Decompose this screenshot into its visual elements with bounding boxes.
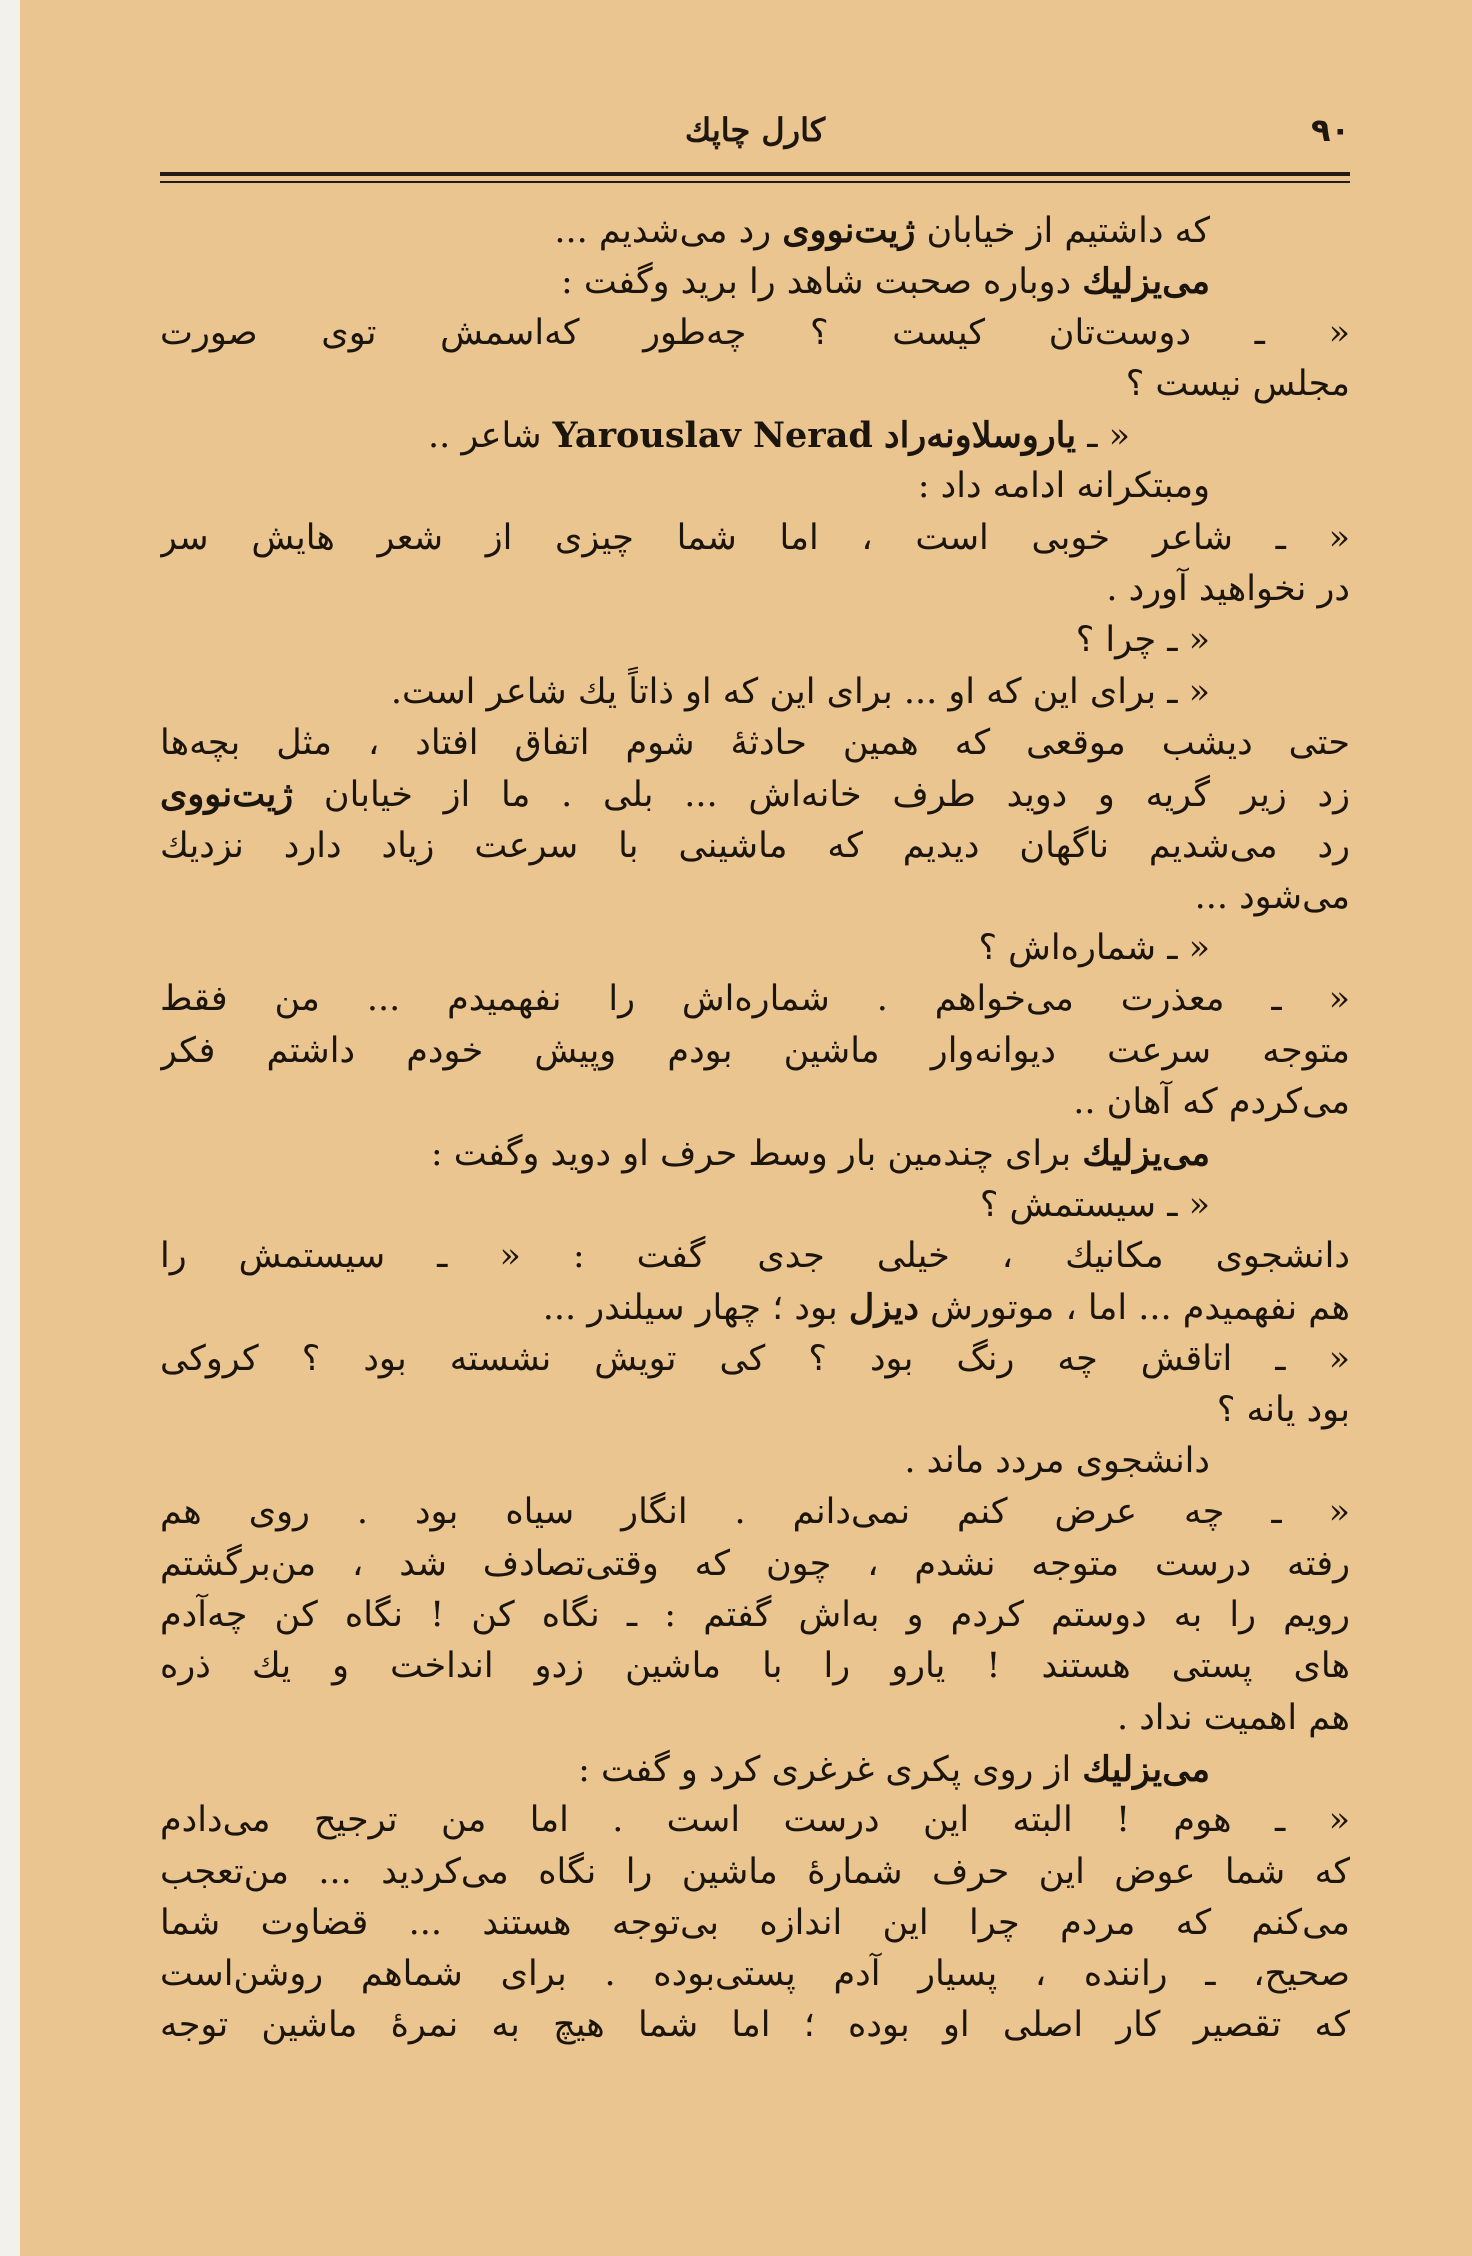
- text-segment: دانشجوی مردد ماند .: [904, 1441, 1210, 1482]
- text-line: [160, 2000, 1350, 2051]
- text-segment: در نخواهید آورد .: [1106, 569, 1350, 610]
- bold-name: ژیت‌نووی: [782, 210, 916, 251]
- text-line: [160, 1334, 1350, 1385]
- text-line: [160, 1539, 1350, 1590]
- text-line: [160, 1077, 1350, 1128]
- text-segment: « ـ چه عرض کنم نمی‌دانم . انگار سیاه بود . روی هم: [160, 1492, 1350, 1533]
- text-segment: شاعر ..: [427, 416, 553, 457]
- text-line: [160, 1641, 1350, 1692]
- text-segment: « ـ معذرت می‌خواهم . شماره‌اش را نفهمیدم ... من فقط: [160, 979, 1350, 1020]
- text-line: [160, 1231, 1350, 1282]
- text-segment: بود یانه ؟: [1216, 1389, 1350, 1430]
- text-line: [160, 1180, 1350, 1231]
- text-segment: که تقصیر کار اصلی او بوده ؛ اما شما هیچ به نمرهٔ ماشین توجه: [160, 2005, 1350, 2046]
- text-segment: متوجه سرعت دیوانه‌وار ماشین بودم وپیش خودم داشتم فکر: [160, 1030, 1350, 1071]
- text-line: [160, 1282, 1350, 1333]
- text-line: [160, 256, 1350, 307]
- text-line: [160, 718, 1350, 769]
- text-line: [160, 359, 1350, 410]
- text-line: [160, 1693, 1350, 1744]
- text-segment: می‌کردم که آهان ..: [1073, 1082, 1350, 1123]
- running-title: کارل چاپك: [684, 111, 826, 149]
- text-segment: رد می‌شدیم ناگهان دیدیم که ماشینی با سرعت زیاد دارد نزدیك: [160, 825, 1350, 866]
- text-line: [160, 1590, 1350, 1641]
- text-segment: از روی پکری غرغری کرد و گفت :: [578, 1749, 1083, 1790]
- text-segment: می‌شود ...: [1194, 876, 1350, 917]
- header-rule-thick: [160, 172, 1350, 176]
- text-segment: « ـ شماره‌اش ؟: [978, 928, 1210, 969]
- text-segment: « ـ هوم ! البته این درست است . اما من ترجیح می‌دادم: [160, 1800, 1350, 1841]
- text-line: [160, 769, 1350, 820]
- bold-name: می‌یزلیك: [1082, 261, 1210, 303]
- text-line: [160, 1795, 1350, 1846]
- bold-name: می‌یزلیك: [1082, 1133, 1210, 1175]
- text-segment: حتی دیشب موقعی که همین حادثهٔ شوم اتفاق افتاد ، مثل بچه‌ها: [160, 722, 1350, 763]
- text-line: [160, 308, 1350, 359]
- text-segment: می‌کنم که مردم چرا این اندازه بی‌توجه هستند ... قضاوت شما: [160, 1902, 1350, 1943]
- text-segment: [873, 416, 884, 456]
- text-segment: « ـ شاعر خوبی است ، اما شما چیزی از شعر هایش سر: [160, 517, 1350, 558]
- text-line: [160, 205, 1350, 256]
- bold-name: یاروسلاونه‌راد: [884, 415, 1077, 457]
- text-segment: « ـ: [1076, 416, 1130, 457]
- text-segment: زد زیر گریه و دوید طرف خانه‌اش ... بلی . ما از خیابان: [293, 775, 1350, 816]
- text-segment: بود ؛ چهار سیلندر ...: [542, 1288, 849, 1329]
- text-segment: که داشتیم از خیابان: [915, 211, 1210, 251]
- text-segment: که شما عوض این حرف شمارهٔ ماشین را نگاه می‌کردید ... من‌تعجب: [160, 1851, 1350, 1892]
- text-segment: « ـ اتاقش چه رنگ بود ؟ کی تویش نشسته بود ؟ کروکی: [160, 1338, 1350, 1379]
- text-segment: دانشجوی مکانیك ، خیلی جدی گفت : « ـ سیستمش را: [160, 1235, 1350, 1276]
- text-segment: ومبتکرانه ادامه داد :: [917, 466, 1210, 507]
- text-line: [160, 1128, 1350, 1179]
- bold-name: می‌یزلیك: [1082, 1748, 1210, 1790]
- text-segment: رفته درست متوجه نشدم ، چون که وقتی‌تصادف شد ، من‌برگشتم: [160, 1543, 1350, 1584]
- text-segment: « ـ دوست‌تان کیست ؟ چه‌طور که‌اسمش توی صورت: [160, 312, 1350, 353]
- text-line: [160, 974, 1350, 1025]
- text-line: [160, 1744, 1350, 1795]
- text-segment: مجلس نیست ؟: [1125, 363, 1350, 404]
- text-line: [160, 872, 1350, 923]
- text-segment: رد می‌شدیم ...: [554, 211, 783, 251]
- text-segment: برای چندمین بار وسط حرف او دوید وگفت :: [430, 1134, 1083, 1175]
- bold-name: ژیت‌نووی: [160, 774, 294, 816]
- text-line: [160, 1487, 1350, 1538]
- text-line: [160, 1898, 1350, 1949]
- page-number: ۹۰: [1310, 111, 1350, 149]
- text-line: [160, 564, 1350, 615]
- header-rule-thin: [160, 181, 1350, 183]
- text-line: [160, 1385, 1350, 1436]
- text-line: [160, 410, 1350, 461]
- text-line: [160, 513, 1350, 564]
- text-segment: رویم را به دوستم کردم و به‌اش گفتم : ـ نگاه کن ! نگاه کن چه‌آدم: [160, 1595, 1350, 1636]
- text-line: [160, 667, 1350, 718]
- text-line: [160, 1847, 1350, 1898]
- text-segment: صحیح، ـ راننده ، پسیار آدم پستی‌بوده . برای شماهم روشن‌است: [160, 1954, 1350, 1995]
- bold-name: دیزل: [848, 1287, 919, 1329]
- text-segment: هم اهمیت نداد .: [1116, 1697, 1350, 1738]
- text-segment: دوباره صحبت شاهد را برید وگفت :: [561, 262, 1083, 303]
- text-line: [160, 615, 1350, 666]
- text-segment: هم نفهمیدم ... اما ، موتورش: [918, 1288, 1350, 1329]
- text-segment: « ـ برای این که او ... برای این که او ذاتاً یك شاعر است.: [390, 671, 1210, 712]
- page-header: [160, 110, 1350, 170]
- body-text: [160, 205, 1350, 2215]
- text-line: [160, 1026, 1350, 1077]
- text-line: [160, 821, 1350, 872]
- latin-name: Yarouslav Nerad: [552, 415, 873, 457]
- text-segment: « ـ چرا ؟: [1075, 620, 1210, 661]
- text-line: [160, 923, 1350, 974]
- text-line: [160, 1949, 1350, 2000]
- text-segment: های پستی هستند ! یارو را با ماشین زدو انداخت و یك ذره: [160, 1646, 1350, 1687]
- text-line: [160, 1436, 1350, 1487]
- text-segment: « ـ سیستمش ؟: [979, 1184, 1210, 1225]
- text-line: [160, 461, 1350, 512]
